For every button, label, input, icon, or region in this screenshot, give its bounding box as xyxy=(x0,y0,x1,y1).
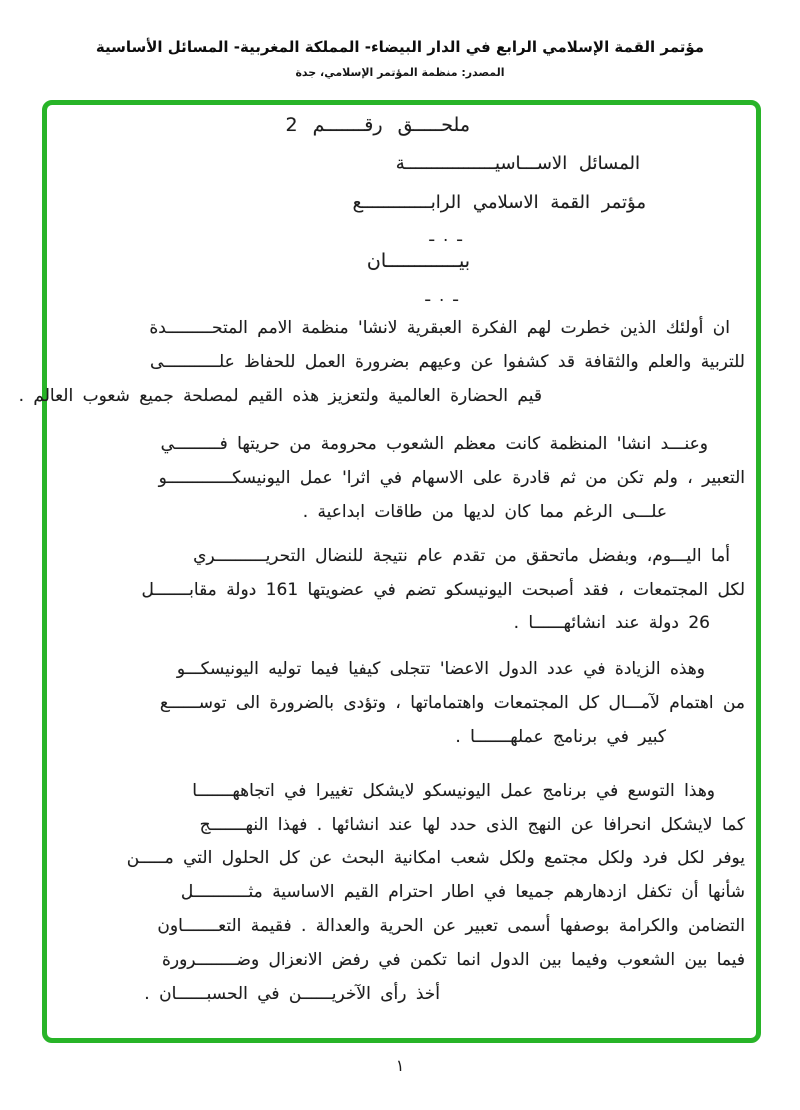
document-header-title: مؤتمر القمة الإسلامي الرابع في الدار البيضاء- المملكة المغربية- المسائل الأساسية xyxy=(95,38,705,56)
paragraph-4-line-2: من اهتمام لآمـــال كل المجتمعات واهتماماتها ، وتؤدى بالضرورة الى توســــــع xyxy=(159,693,745,713)
paragraph-5-line-4: شأنها أن تكفل ازدهارهم جميعا في اطار احترام القيم الاساسية مثـــــــــــل xyxy=(180,882,745,902)
conference-title-line: مؤتمر القمة الاسلامي الرابـــــــــــــع xyxy=(352,192,646,213)
paragraph-1-line-2: للتربية والعلم والثقافة قد كشفوا عن وعيهم بضرورة العمل للحفاظ علـــــــــــى xyxy=(150,352,745,372)
page-number: ١ xyxy=(395,1056,405,1075)
document-header-source: المصدر: منظمة المؤتمر الإسلامي، جدة xyxy=(295,66,505,79)
paragraph-1-line-3: قيم الحضارة العالمية ولتعزيز هذه القيم لمصلحة جميع شعوب العالم . xyxy=(18,386,542,406)
paragraph-5-line-3: يوفر لكل فرد ولكل مجتمع ولكل شعب امكانية البحث عن كل الحلول التي مـــــن xyxy=(126,848,745,868)
statement-title: بيـــــــــــــان xyxy=(366,250,470,272)
annex-number-line: ملحـــــق رقـــــــم 2 xyxy=(285,114,470,136)
paragraph-2-line-1: وعنـــد انشا' المنظمة كانت معظم الشعوب محرومة من حريتها فـــــــــي xyxy=(160,434,708,454)
paragraph-5-line-2: كما لايشكل انحرافا عن النهج الذى حدد لها عند انشائها . فهذا النهـــــــج xyxy=(199,815,745,835)
separator-mark: ـ . ـ xyxy=(425,286,458,305)
basic-issues-line: المسائل الاســـاسيـــــــــــــــــة xyxy=(395,153,640,174)
paragraph-1-line-1: ان أولئك الذين خطرت لهم الفكرة العبقرية لانشا' منظمة الامم المتحـــــــــدة xyxy=(149,318,730,338)
paragraph-2-line-3: علـــى الرغم مما كان لديها من طاقات ابداعية . xyxy=(302,502,667,522)
paragraph-3-line-2: لكل المجتمعات ، فقد أصبحت اليونيسكو تضم في عضويتها 161 دولة مقابـــــــل xyxy=(141,580,745,600)
paragraph-5-line-1: وهذا التوسع في برنامج عمل اليونيسكو لايشكل تغييرا في اتجاههـــــــا xyxy=(192,781,715,801)
paragraph-3-line-3: 26 دولة عند انشائهــــــا . xyxy=(513,613,710,633)
paragraph-4-line-3: كبير في برنامج عملهـــــــا . xyxy=(455,727,666,747)
paragraph-3-line-1: أما اليـــوم، وبفضل ماتحقق من تقدم عام نتيجة للنضال التحريــــــــــري xyxy=(193,546,730,566)
paragraph-5-line-5: التضامن والكرامة بوصفها أسمى تعبير عن الحرية والعدالة . فقيمة التعـــــــاون xyxy=(157,916,745,936)
paragraph-4-line-1: وهذه الزيادة في عدد الدول الاعضا' تتجلى كيفيا فيما توليه اليونيسكـــو xyxy=(176,659,705,679)
paragraph-2-line-2: التعبير ، ولم تكن من ثم قادرة على الاسهام في اثرا' عمل اليونيسكـــــــــــــو xyxy=(158,468,745,488)
paragraph-5-line-6: فيما بين الشعوب وفيما بين الدول انما تكمن في رفض الانعزال وضــــــــرورة xyxy=(161,950,745,970)
separator-mark: ـ . ـ xyxy=(429,226,462,245)
paragraph-5-line-7: أخذ رأى الآخريــــــن في الحسبــــــان . xyxy=(144,984,440,1004)
